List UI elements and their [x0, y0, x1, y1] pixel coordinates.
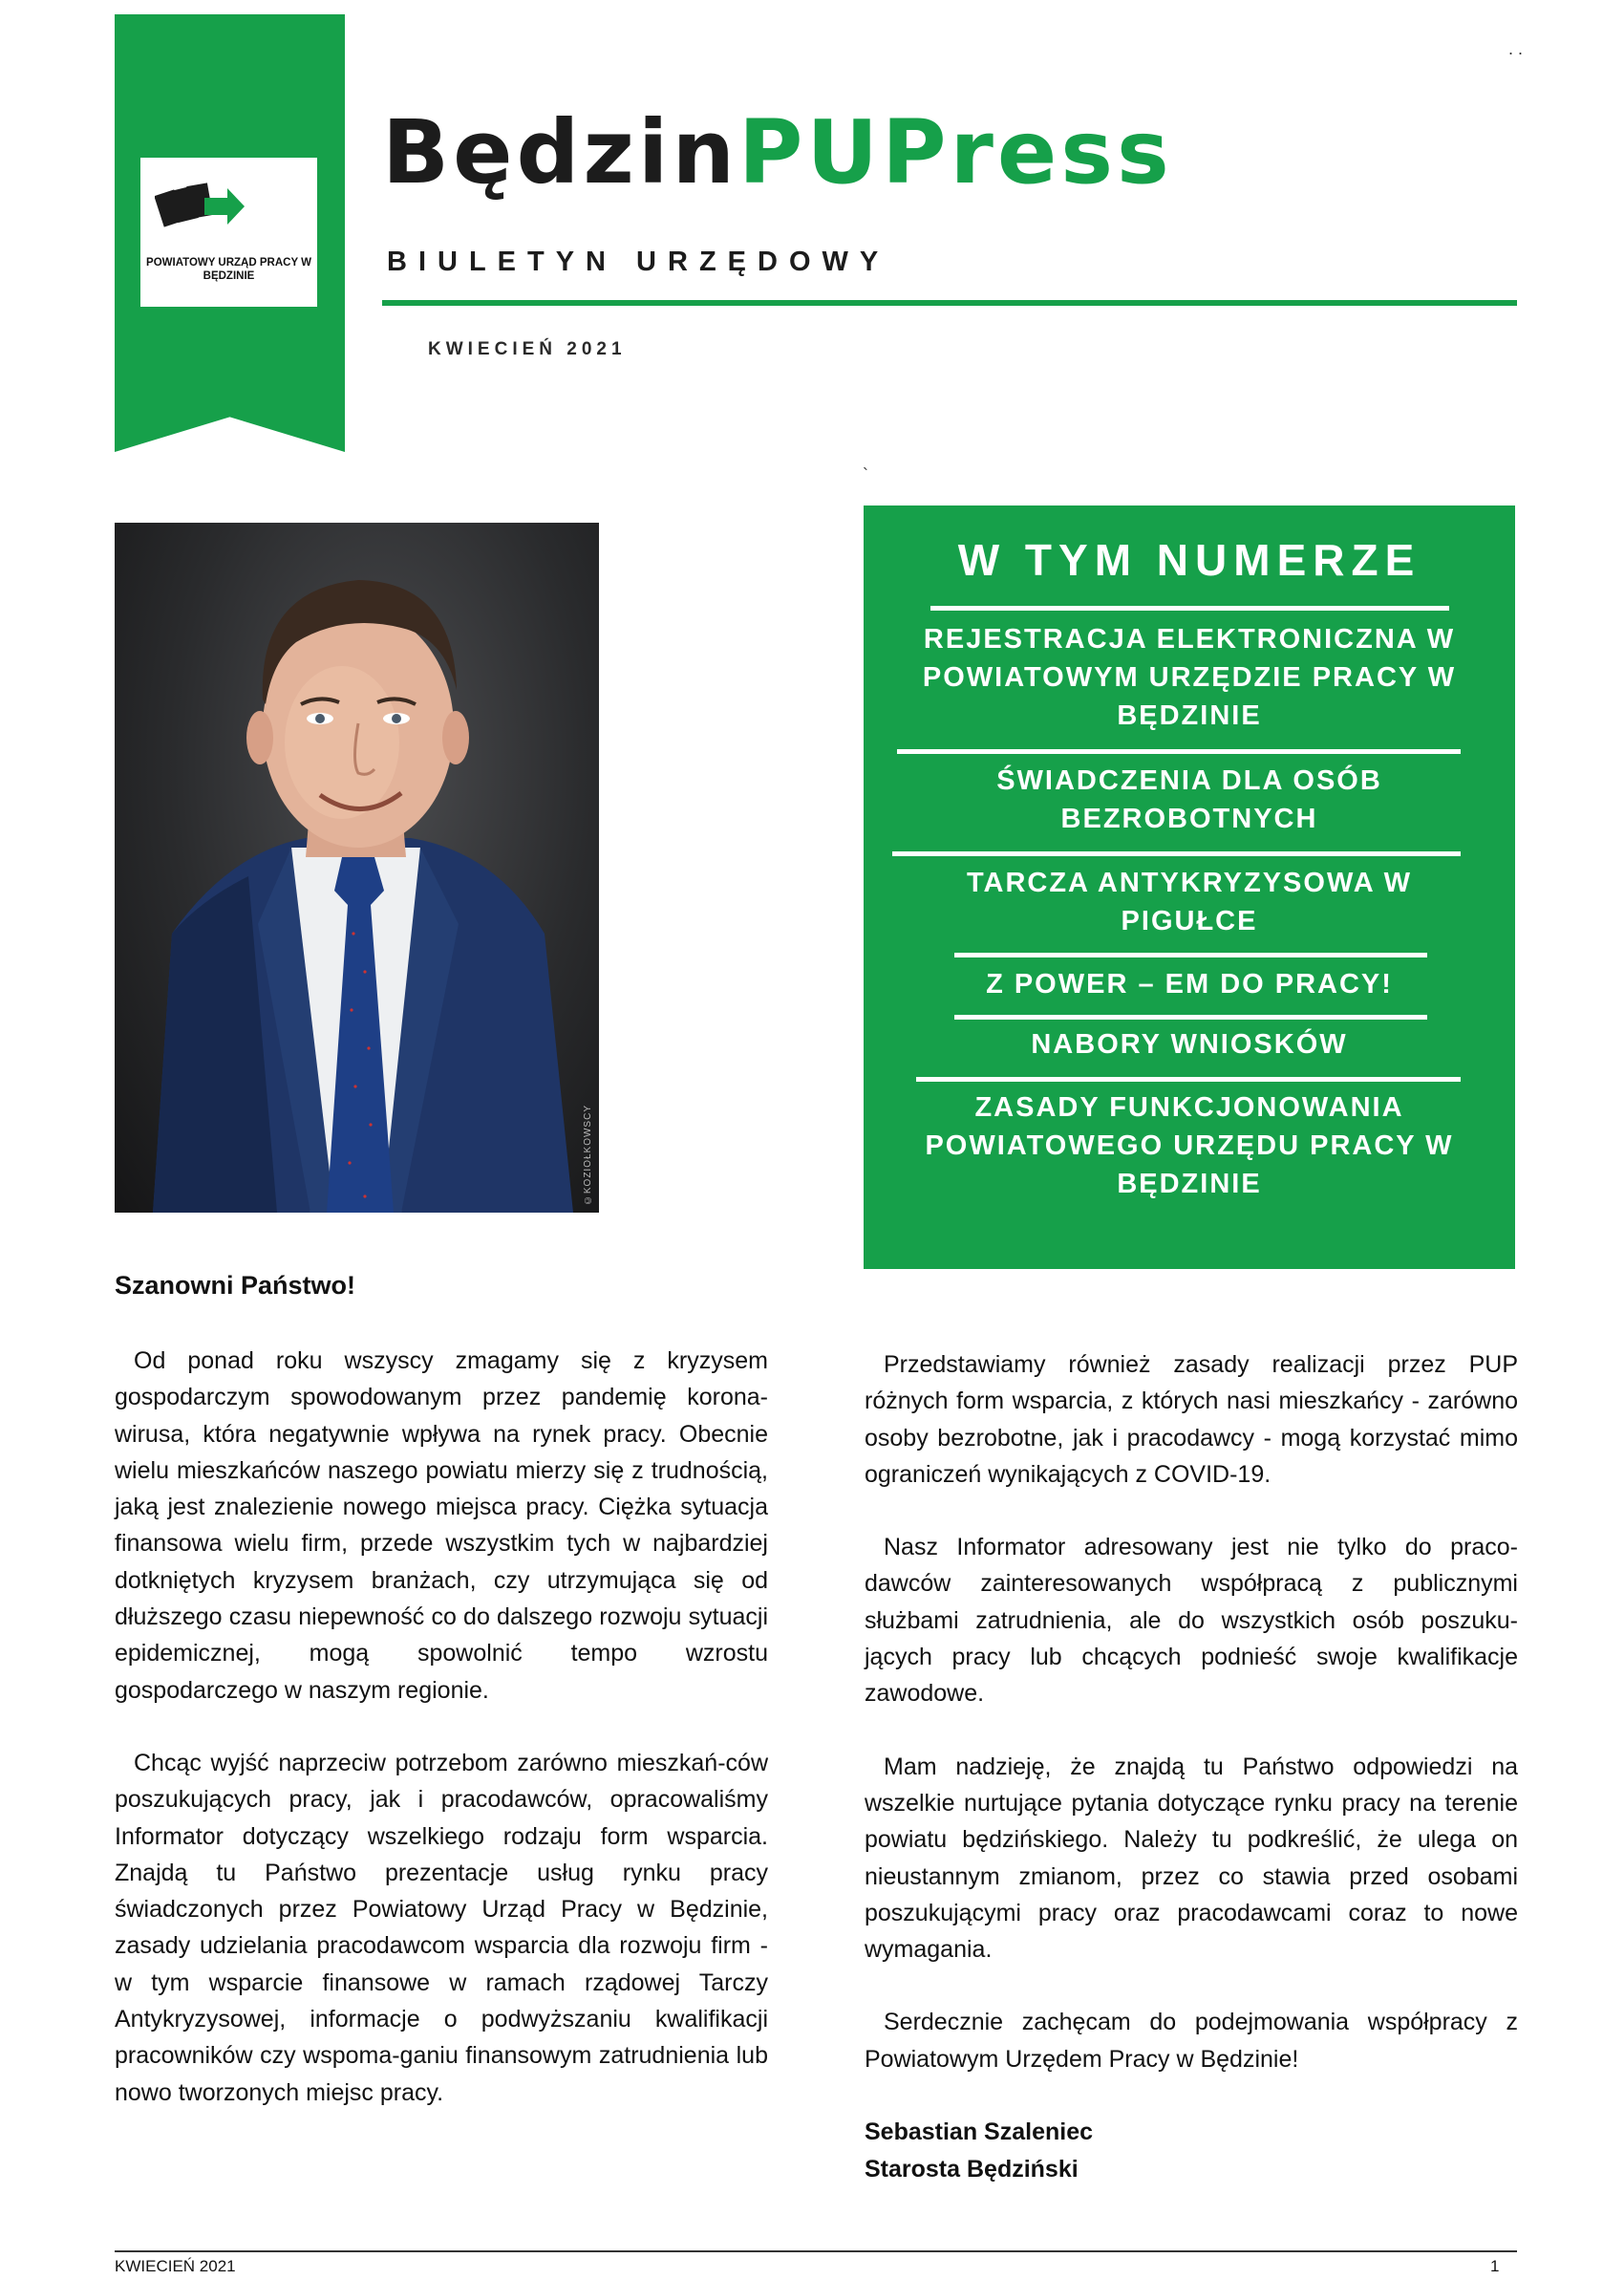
signature-title: Starosta Będziński	[865, 2155, 1079, 2183]
contents-divider	[897, 749, 1461, 754]
letter-paragraph: Chcąc wyjść naprzeciw potrzebom zarówno mieszkań-ców poszukujących pracy, jak i pracodawców, opracowaliśmy Informator dotyczący wszelkiego rodzaju form wsparcia. Znajdą tu Państwo prezentacje usług rynku pracy świadczonych przez Powiatowy Urząd Pracy w Będzinie, zasady udzielania pracodawcom wsparcia dla rozwoju firm - w tym wsparcie finansowe w ramach rządowej Tarczy Antykryzysowej, informacje o podwyższaniu kwalifikacji pracowników czy wspoma-ganiu finansowym zatrudnienia lub nowo tworzonych miejsc pracy.	[115, 1749, 768, 2106]
contents-item: ZASADY FUNKCJONOWANIA POWIATOWEGO URZĘDU PRACY W BĘDZINIE	[925, 1092, 1454, 1199]
contents-item: NABORY WNIOSKÓW	[1031, 1029, 1348, 1060]
contents-item: REJESTRACJA ELEKTRONICZNA W POWIATOWYM URZĘDZIE PRACY W BĘDZINIE	[922, 624, 1457, 731]
letter-paragraph: Mam nadzieję, że znajdą tu Państwo odpowiedzi na wszelkie nurtujące pytania dotyczące rynku pracy na terenie powiatu będzińskiego. Należy tu podkreślić, że ulega on nieustannym zmianom, przez co stawia przed osobami poszukującymi pracy oraz pracodawcami coraz to nowe wymagania.	[865, 1753, 1518, 1964]
logo-caption: POWIATOWY URZĄD PRACY W BĘDZINIE	[146, 257, 311, 282]
contents-divider	[916, 1077, 1461, 1082]
masthead-subtitle: BIULETYN URZĘDOWY	[387, 247, 890, 277]
contents-divider	[930, 606, 1449, 611]
letter-column-left	[115, 1343, 768, 2147]
contents-divider	[892, 851, 1461, 856]
masthead-dark-part: Będzin	[382, 101, 738, 204]
letter-greeting: Szanowni Państwo!	[115, 1271, 356, 1300]
contents-item: Z POWER – EM DO PRACY!	[986, 969, 1393, 1000]
page-number: 1	[1490, 2257, 1500, 2275]
office-logo	[140, 158, 317, 307]
corner-dots: . .	[1508, 39, 1524, 58]
issue-date: KWIECIEŃ 2021	[428, 339, 627, 359]
letter-paragraph: Przedstawiamy również zasady realizacji przez PUP różnych form wsparcia, z których nasi mieszkańcy - zarówno osoby bezrobotne, jak i pracodawcy - mogą korzystać mimo ograniczeń wynikających z COVID-19.	[865, 1351, 1518, 1488]
footer-date: KWIECIEŃ 2021	[115, 2257, 236, 2275]
contents-title: W TYM NUMERZE	[957, 535, 1421, 585]
photo-credit: ©KOZIOŁKOWSCY	[583, 1104, 593, 1205]
footer-divider	[115, 2250, 1517, 2252]
logo-cards-icon	[155, 179, 246, 234]
letter-paragraph: Od ponad roku wszyscy zmagamy się z kryzysem gospodarczym spowodowanym przez pandemię korona-wirusa, która negatywnie wpływa na rynek pracy. Obecnie wielu mieszkańców naszego powiatu mierzy się z trudnością, jaką jest znalezienie nowego miejsca pracy. Ciężka sytuacja finansowa wielu firm, przede wszystkim tych w najbardziej dotkniętych kryzysem branżach, czy utrzymująca się od dłuższego czasu niepewność co do dalszego rozwoju sytuacji epidemicznej, mogą spowolnić tempo wzrostu gospodarczego w naszym regionie.	[115, 1347, 768, 1704]
stray-mark: `	[863, 465, 868, 484]
portrait-illustration	[115, 523, 599, 1213]
masthead-title	[382, 96, 1173, 210]
signature-name: Sebastian Szaleniec	[865, 2119, 1094, 2146]
contents-item: ŚWIADCZENIA DLA OSÓB BEZROBOTNYCH	[996, 765, 1382, 834]
portrait-photo	[115, 523, 599, 1213]
letter-paragraph: Serdecznie zachęcam do podejmowania współpracy z Powiatowym Urzędem Pracy w Będzinie!	[865, 2009, 1518, 2073]
header-divider	[382, 300, 1517, 306]
letter-paragraph: Nasz Informator adresowany jest nie tylko do praco-dawców zainteresowanych współpracą z publicznymi służbami zatrudnienia, ale do wszystkich osób poszuku-jących pracy lub chcących podnieść swoje kwalifikacje zawodowe.	[865, 1534, 1518, 1708]
contents-divider	[954, 953, 1427, 957]
contents-divider	[954, 1015, 1427, 1020]
letter-column-right	[865, 1346, 1518, 2187]
masthead-green-part: PUPress	[737, 101, 1173, 204]
contents-item: TARCZA ANTYKRYZYSOWA W PIGUŁCE	[966, 868, 1413, 936]
contents-box	[864, 505, 1515, 1269]
